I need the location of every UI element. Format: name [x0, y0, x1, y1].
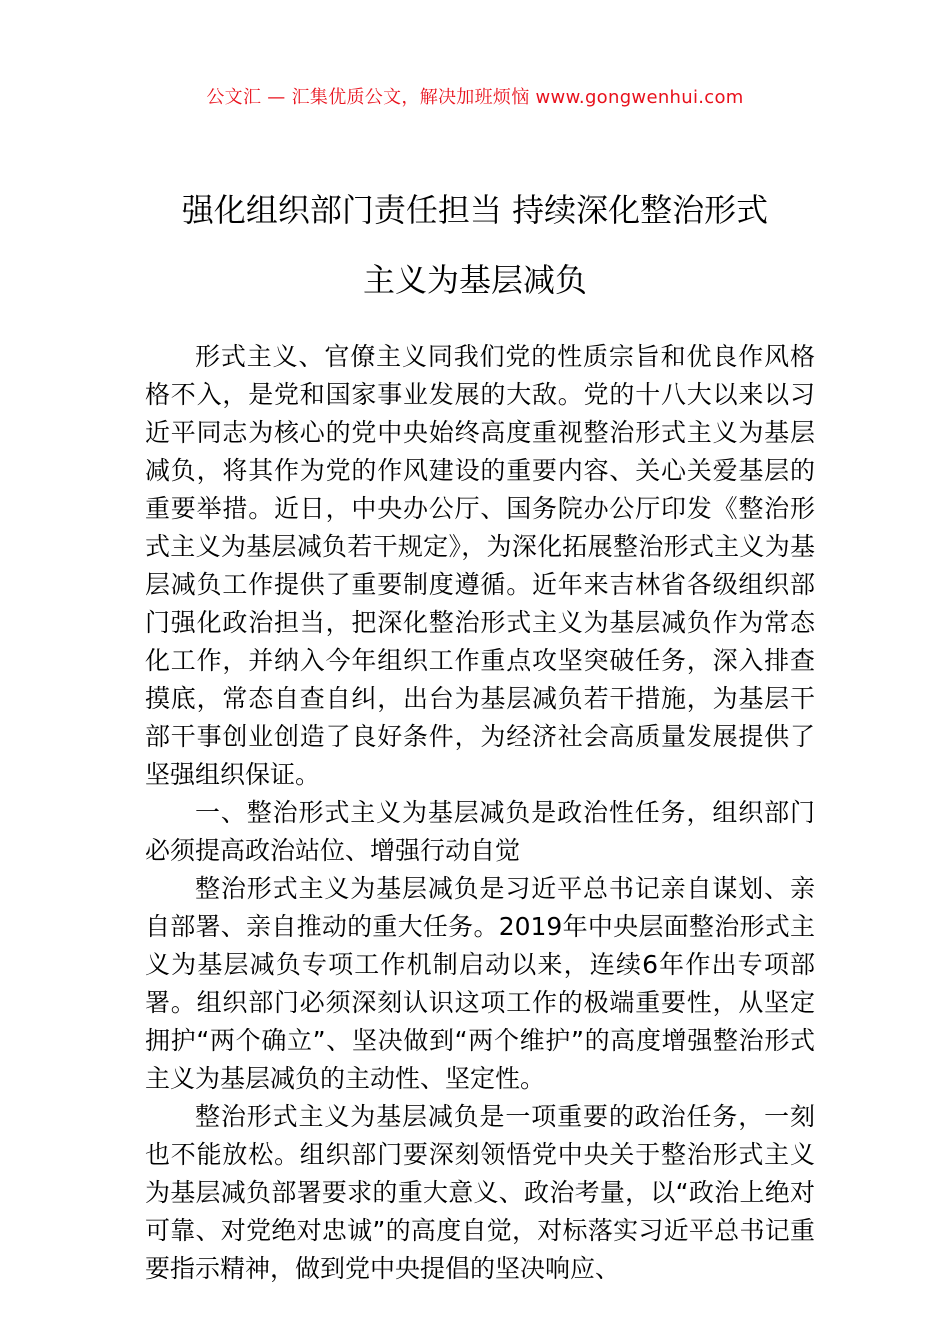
section-heading-1: 一、整治形式主义为基层减负是政治性任务，组织部门必须提高政治站位、增强行动自觉 — [145, 798, 815, 865]
document-body — [145, 338, 815, 1288]
paragraph-intro: 形式主义、官僚主义同我们党的性质宗旨和优良作风格格不入，是党和国家事业发展的大敌。党的十八大以来以习近平同志为核心的党中央始终高度重视整治形式主义为基层减负，将其作为党的作风建设的重要内容、关心关爱基层的重要举措。近日，中央办公厅、国务院办公厅印发《整治形式主义为基层减负若干规定》，为深化拓展整治形式主义为基层减负工作提供了重要制度遵循。近年来吉林省各级组织部门强化政治担当，把深化整治形式主义为基层减负作为常态化工作，并纳入今年组织工作重点攻坚突破任务，深入排查摸底，常态自查自纠，出台为基层减负若干措施，为基层干部干事创业创造了良好条件，为经济社会高质量发展提供了坚强组织保证。 — [145, 342, 815, 789]
paragraph-section1-a: 整治形式主义为基层减负是习近平总书记亲自谋划、亲自部署、亲自推动的重大任务。2019年中央层面整治形式主义为基层减负专项工作机制启动以来，连续6年作出专项部署。组织部门必须深刻认识这项工作的极端重要性，从坚定拥护“两个确立”、坚决做到“两个维护”的高度增强整治形式主义为基层减负的主动性、坚定性。 — [145, 874, 815, 1093]
header-banner: 公文汇 — 汇集优质公文，解决加班烦恼 www.gongwenhui.com — [206, 87, 744, 108]
title-line-2: 主义为基层减负 — [362, 261, 587, 299]
document-title — [130, 175, 820, 315]
paragraph-section1-b: 整治形式主义为基层减负是一项重要的政治任务，一刻也不能放松。组织部门要深刻领悟党中央关于整治形式主义为基层减负部署要求的重大意义、政治考量，以“政治上绝对可靠、对党绝对忠诚”的高度自觉，对标落实习近平总书记重要指示精神，做到党中央提倡的坚决响应、 — [145, 1102, 815, 1283]
title-line-1: 强化组织部门责任担当 持续深化整治形式 — [181, 191, 769, 229]
